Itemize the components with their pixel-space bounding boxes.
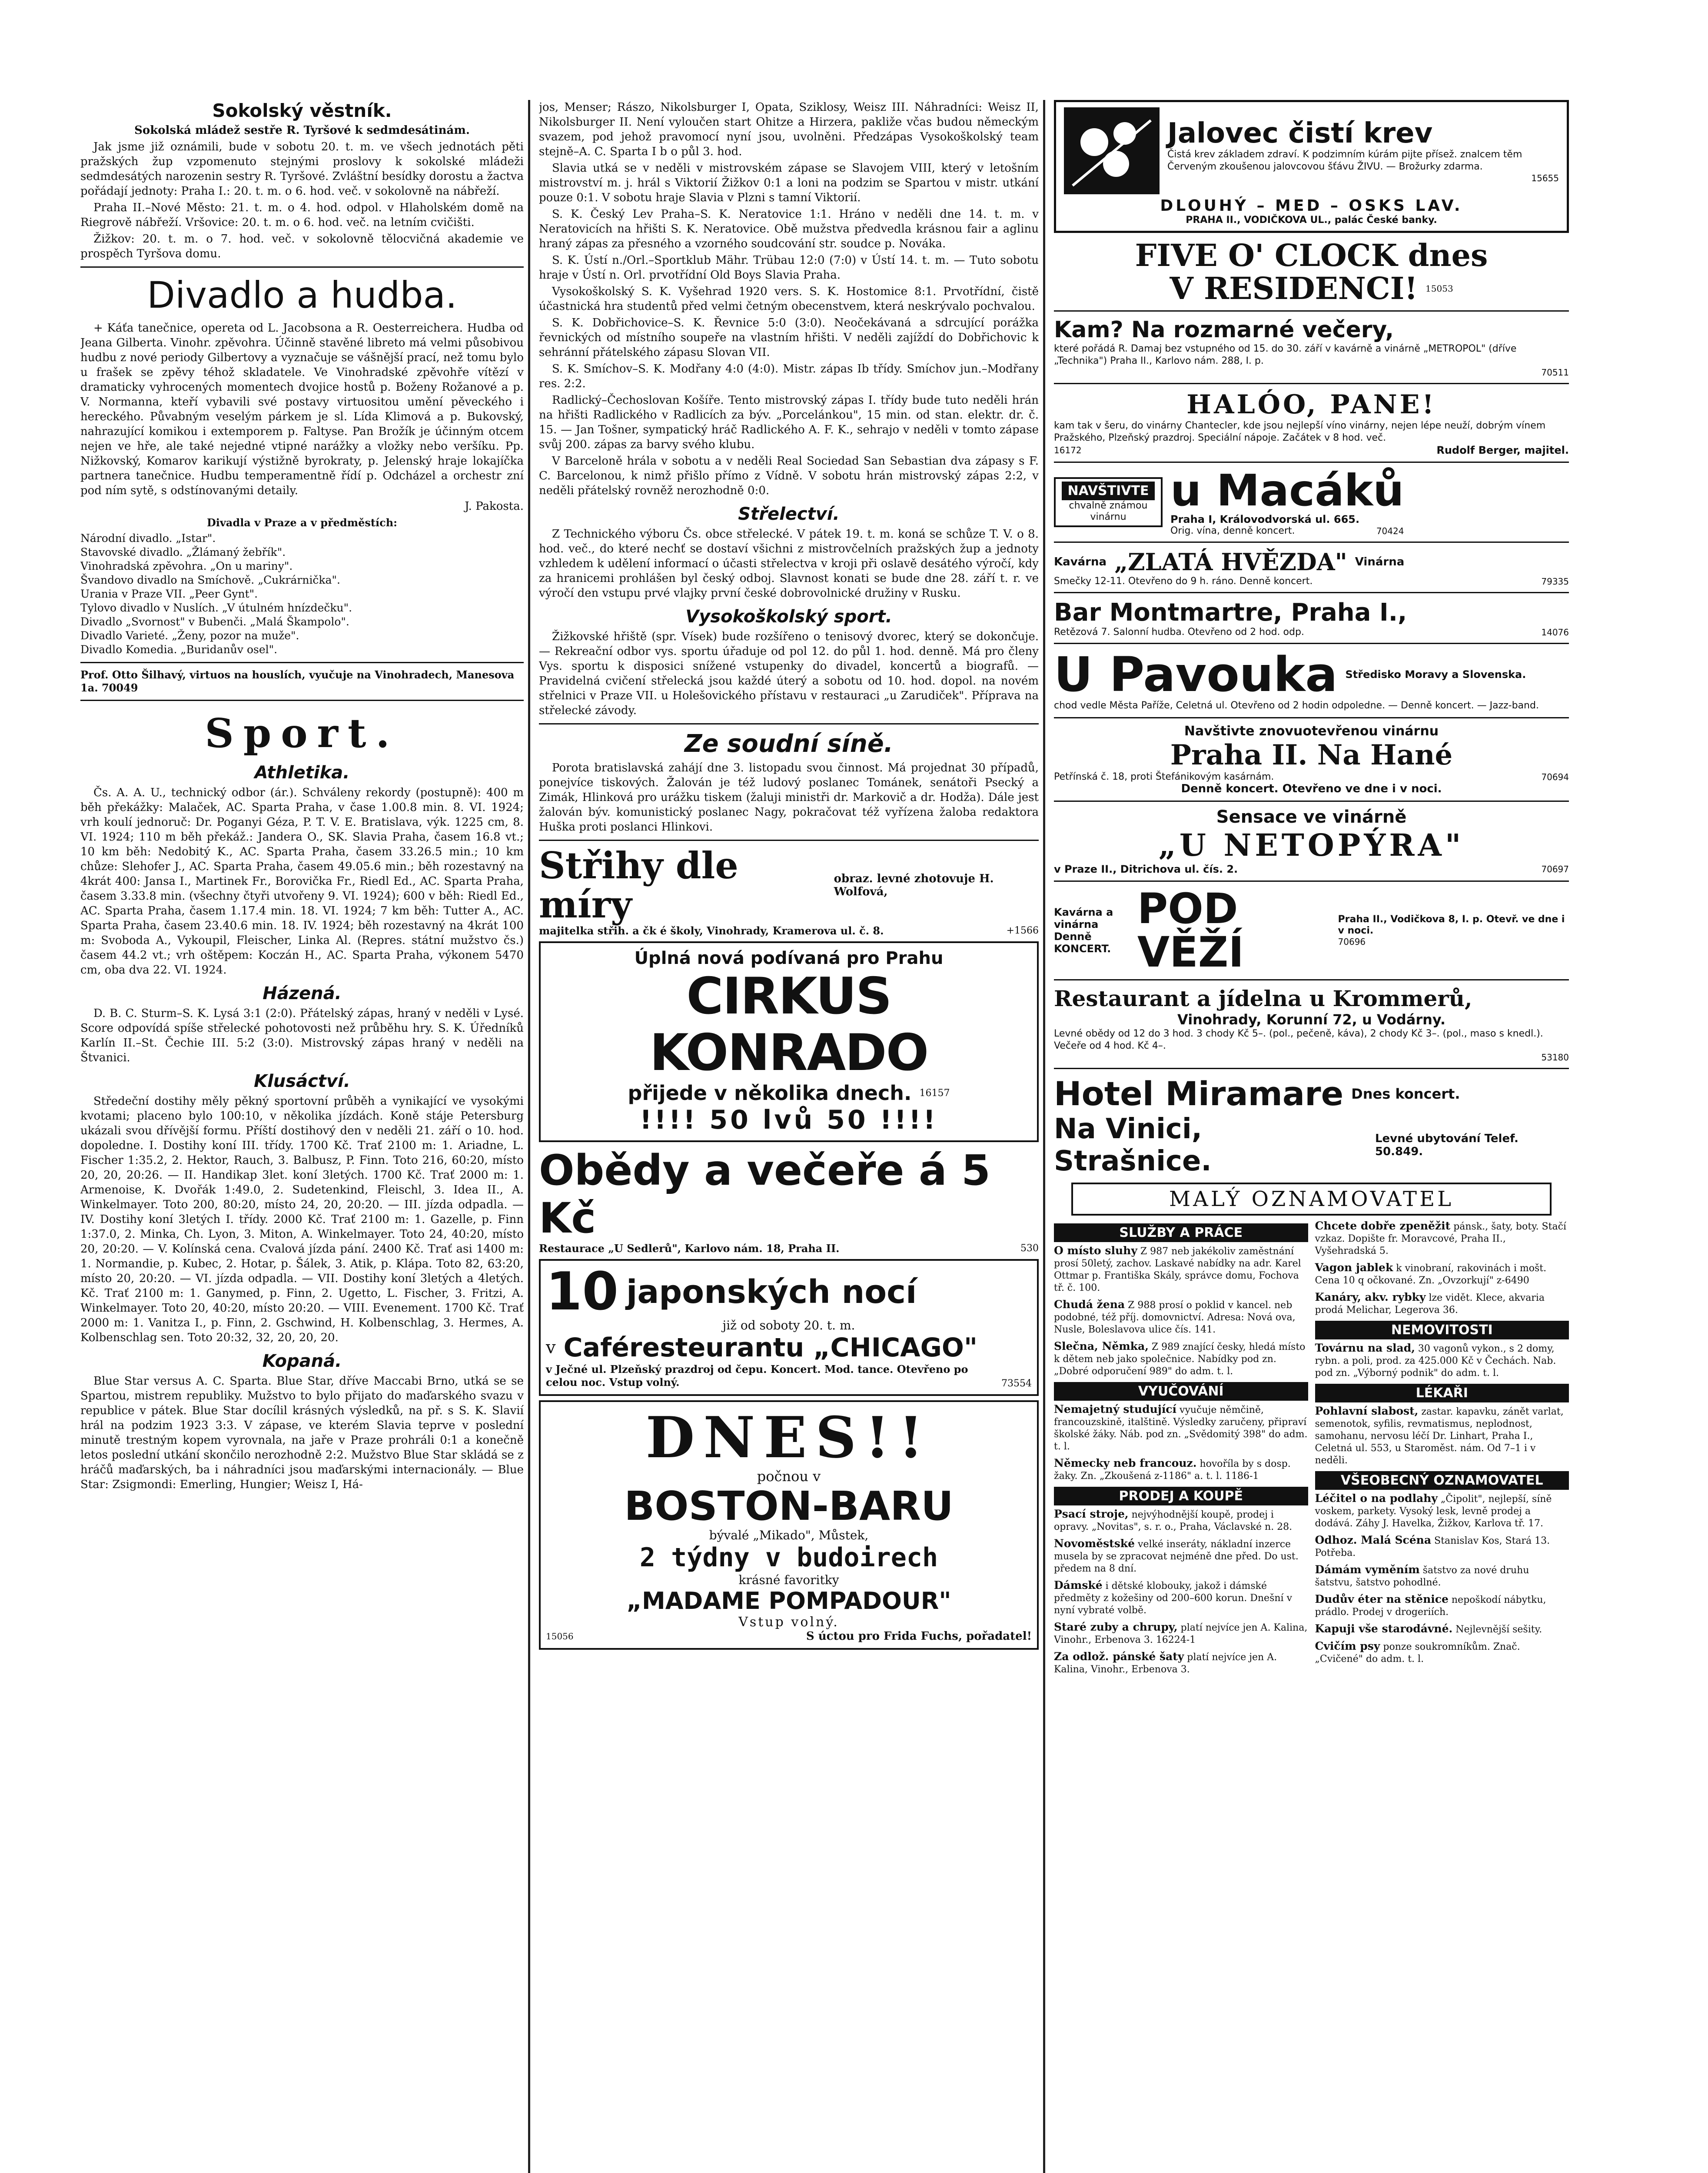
divider <box>1054 880 1569 882</box>
strihy-num: +1566 <box>1006 925 1039 936</box>
chvalne-label: chvalně známou vinárnu <box>1069 500 1148 522</box>
programme-item: Urania v Praze VII. „Peer Gynt". <box>80 588 258 600</box>
jalovec-num: 15655 <box>1531 173 1559 183</box>
zlata-num: 79335 <box>1541 576 1569 587</box>
football-paragraph: Slavia utká se v neděli v mistrovském zápase se Slavojem VIII, který v letošním mistrovství m. j. hrál s Viktorií Žižkov 0:1 a loni na podzim se Spartou v mistr. utkání pouze 0:1. V sobotu hraje Slavia v Plzni s tamní Viktorií. <box>539 162 1039 204</box>
section-heading: PRODEJ A KOUPĚ <box>1054 1487 1308 1505</box>
obedy-ad <box>539 1146 1039 1255</box>
athletika-paragraph: Čs. A. A. U., technický odbor (ár.). Schváleny rekordy (postupně): 400 m běh překážky: Malaček, AC. Sparta Praha, v čase 1.00.8 min. 8. VI. 1924; vrh koulí jednoruč: Dr. Poganyi Géza, P. T. V. E. Bratislava, výk. 1225 cm, 8. VI. 1924; 110 m běh překáž.: Jandera O., SK. Slavia Praha, časem 16.8 vt.; 10 km běh: Nedobitý K., AC. Sparta Praha, časem 33.26.5 min.; 10 km chůze: Slehofer J., AC. Sparta Praha, časem 49.05.6 min.; běh rozestavný na 4krát 400: Jansa I., Martinek Fr., Borovička Fr., Riedl Ed., AC. Sparta Praha, časem 3.33.8 min. (všechny čtyři utvořeny 9. VI. 1924); 600 v běh: Riedl Ed., AC. Sparta Praha, časem 1.17.4 min. 18. VI. 1924; 7 km běh: Tutter A., AC. Sparta Praha, časem 23.40.6 min. 18. IV. 1924; běh rozestavný na 4krát 100 m: Svoboda A., Vykoupil, Fleischer, Linka Al. (Repres. státní mužstvo čs.) časem 44.2 vt.; vrh oštěpem: Koczán H., AC. Sparta Praha, výkonem 5470 cm, oba dva 22. VI. 1924. <box>80 786 524 977</box>
divider <box>1054 542 1569 543</box>
strihy-side: obraz. levné zhotovuje H. Wolfová, <box>834 872 994 898</box>
classified-item: Staré zuby a chrupy, platí nejvíce jen A. Kalina, Vinohr., Erbenova 3. 16224-1 <box>1054 1621 1308 1645</box>
montmartre-text: Retězová 7. Salonní hudba. Otevřeno od 2 hod. odp. <box>1054 627 1304 638</box>
programme-item: Stavovské divadlo. „Žlámaný žebřík". <box>80 546 286 558</box>
jalovec-firm: DLOUHÝ – MED – OSKS LAV. <box>1160 197 1463 215</box>
macaku-addr: Praha I, Královodvorská ul. 665. <box>1170 513 1360 525</box>
haloo-owner: Rudolf Berger, majitel. <box>1436 444 1569 456</box>
juniper-icon <box>1064 107 1160 194</box>
pavouka-side: Středisko Moravy a Slovenska. <box>1345 668 1526 681</box>
cirkus-top: Úplná nová podívaná pro Prahu <box>634 948 944 968</box>
boston-madame: „MADAME POMPADOUR" <box>626 1587 951 1615</box>
sokol-heading: Sokolský věstník. <box>212 100 392 121</box>
strelectvi-heading: Střelectví. <box>738 504 840 524</box>
classifieds <box>1054 1220 1569 1680</box>
section-heading: SLUŽBY A PRÁCE <box>1054 1223 1308 1242</box>
section-heading: VYUČOVÁNÍ <box>1054 1382 1308 1401</box>
divider <box>1054 979 1569 980</box>
kopana-paragraph: Blue Star versus A. C. Sparta. Blue Star, dříve Maccabi Brno, utká se se Spartou, mistrem republiky. Mužstvo to bylo přijato do maďarského svazu v republice v pátek. Blue Star docílil krásných výsledků, na př. s S. K. Slavií hrál na podzim 1923 3:3. V zápase, ve kterém Slavia teprve v poslední minutě trestným kopem vyrovnala, na jaře v Praze prohráli 0:1 a konečně letos poslední utkání skončilo nerozhodně 2:2. Mužstvo Blue Star skládá se z hráčů maďarských, ba i náhradníci jsou maďarskými internacionály. — Blue Star: Zsigmondi: Emerling, Hungier; Weisz I, Há- <box>80 1375 524 1491</box>
classified-item: Dámské i dětské klobouky, jakož i dámské předměty z kožešiny od 200–600 korun. Dnešní v nyní vybraté volbě. <box>1054 1579 1292 1616</box>
jalovec-text: Čistá krev základem zdraví. K podzimním kúrám pijte přísež. znalcem těm Červeným zkoušenou jalovcovou šťávu ŽIVU. — Brožurky zdarma. <box>1167 149 1522 172</box>
programme-item: Divadlo Komedia. „Buridanův osel". <box>80 643 278 656</box>
programme-heading: Divadla v Praze a v předměstích: <box>206 516 397 529</box>
divider <box>1054 643 1569 644</box>
programme-item: Národní divadlo. „Istar". <box>80 532 216 545</box>
zlata-text: Smečky 12-11. Otevřeno do 9 h. ráno. Denně koncert. <box>1054 576 1313 587</box>
miramare-phone: Levné ubytování Telef. 50.849. <box>1375 1132 1519 1158</box>
column-divider-2 <box>1043 100 1045 2173</box>
football-paragraph: V Barceloně hrála v sobotu a v neděli Real Sociedad San Sebastian dva zápasy s F. C. Barcelonou, k nimž přišlo přímo z Vídně. V sobotu hrán mistrovský zápas 2:2, v neděli přátelský rovněž nerozhodně 0:0. <box>539 455 1039 497</box>
netopyra-title: „U NETOPÝRA" <box>1158 827 1465 863</box>
klusacivi-paragraph: Středeční dostihy měly pěkný sportovní průběh a vynikající ve vysokými kvotami; placeno bylo 100:10, v několika jízdách. Koně stáje Petersburg ukázali svou dřívější formu. Příští dostihový den v neděli 21. září o 10. hod. dopoledne. I. Dostihy koní III. třídy. 1700 Kč. Trať 2100 m: 1. Ariadne, L. Fischer 1:35.2, 2. Hektor, Rauch, 3. Balbusz, P. Finn. Toto 216, 60:20, místo 20, 20, 20:26. — II. Handikap 3let. koní 3letých. 1700 Kč. Trať 2000 m: 1. Armenoise, K. Dvořák 1:49.0, 2. Sudetenkind, Fleischl, 3. Idea II., A. Winkelmayer. Toto 200, 80:20, místo 24, 20, 20:20. — III. jízda odpadla. — IV. Dostihy koní 3letých I. třídy. 2000 Kč. Trať 2100 m: 1. Gazelle, p. Finn 1:37.0, 2. Minka, Ch. Lyon, 3. Miton, A. Winkelmayer. Toto 24, 40:20, místo 20, 20:20. — V. Kolínská cena. Cvalová jízda pání. 2400 Kč. Trať asi 1400 m: 1. Normandie, p. Kubec, 2. Hotar, p. Šálek, 3. Atik, p. Klápa. Toto 82, 63:20, místo 20, 20:20. — VI. jízda odpadla. — VII. Dostihy koní 3letých a 4letých. Kč. Trať 2100 m: 1. Ganymed, p. Finn, 2. Ugetto, L. Fischer, 3. Fritzi, A. Winkelmayer. Toto 20, 40:20, místo 20:20. — VIII. Evenement. 1700 Kč. Trať 2000 m: 1. Vanitza I., p. Finn, 2. Gschwind, H. Kolbenschlag, 3. Hermes, A. Kolbenschlag sen. Toto 20:32, 32, 20, 20, 20. <box>80 1095 524 1344</box>
montmartre-num: 14076 <box>1541 627 1569 638</box>
programme-item: Divadlo „Svornost" v Bubenči. „Malá Škampolo". <box>80 615 349 628</box>
zlata-pre: Kavárna <box>1054 555 1107 568</box>
classified-item: Německy neb francouz. hovoříla by s dosp. žaky. Zn. „Zkoušená z-1186" a. t. l. 1186-1 <box>1054 1457 1291 1482</box>
soudni-paragraph: Porota bratislavská zahájí dne 3. listopadu svou činnost. Má projednat 30 případů, ponejvíce tiskových. Žalován je též ludový poslanec Tománek, senátoři Psecký a Zimák, Hlinková pro urážku tiskem (žaluji ministři dr. Markovič a dr. Hodža). Dále jest žalován býv. komunistický poslanec Nagy, pokračovat též vyřízena žaloba redaktora Huška proti poslanci Hlinkovi. <box>539 761 1039 834</box>
athletika-heading: Athletika. <box>254 763 350 783</box>
boston-krasne: krásné favoritky <box>738 1573 839 1587</box>
hazena-paragraph: D. B. C. Sturm–S. K. Lysá 3:1 (2:0). Přátelský zápas, hraný v neděli v Lysé. Score odpovídá spíše střelecké pohotovosti než průběhu hry. S. K. Úředníků Karlín II.–St. Čechie III. 5:2 (3:0). Mistrovský zápas hraný v neděli na Štvanici. <box>80 1007 524 1064</box>
divider <box>1054 310 1569 312</box>
sokol-subheading: Sokolská mládež sestře R. Tyršové k sedmdesátinám. <box>134 124 470 137</box>
column-3 <box>1054 100 1569 1680</box>
boston-footer: S úctou pro Frida Fuchs, pořadatel! <box>806 1630 1032 1643</box>
pavouka-title: U Pavouka <box>1054 647 1338 702</box>
vezi-right: Praha II., Vodičkova 8, I. p. Otevř. ve dne i v noci. <box>1338 914 1565 936</box>
zlata-post: Vinárna <box>1355 555 1405 568</box>
five-num: 15053 <box>1426 283 1453 294</box>
krommer-num: 53180 <box>1541 1052 1569 1063</box>
divider <box>80 266 524 268</box>
netopyra-top: Sensace ve vinárně <box>1216 807 1407 827</box>
boston-former: bývalé „Mikado", Můstek, <box>709 1528 869 1542</box>
section-heading: LÉKAŘI <box>1315 1384 1569 1402</box>
section-heading: VŠEOBECNÝ OZNAMOVATEL <box>1315 1471 1569 1490</box>
classifieds-right <box>1315 1220 1569 1680</box>
divider <box>1054 383 1569 384</box>
divider <box>539 723 1039 724</box>
divider <box>539 840 1039 841</box>
classified-item: Chcete dobře zpeněžit pánsk., šaty, boty. Stačí vzkaz. Dopište fr. Moravcové, Praha II., Vyšehradská 5. <box>1315 1219 1566 1256</box>
boston-tydny: 2 týdny v budoirech <box>639 1542 938 1573</box>
classified-item: Novoměstské velké inseráty, nákladní inzerce musela by se zpracovat nejméně dne před. Do ust. předem na 8 dní. <box>1054 1537 1299 1574</box>
boston-title: BOSTON-BARU <box>624 1483 954 1529</box>
netopyra-addr: v Praze II., Ditrichova ul. čís. 2. <box>1054 863 1238 875</box>
japon-cafe: Caféresteurantu „CHICAGO" <box>563 1332 978 1363</box>
column-1 <box>80 100 524 1494</box>
football-paragraph: jos, Menser; Rászo, Nikolsburger I, Opata, Sziklosy, Weisz III. Náhradníci: Weisz II, Nikolsburger II. Není vyloučen start Ohitze a Hirzera, pakliže včas budou německým svazem, pod jehož pravomocí nyní jsou, uvolněni. Předzápas Vysokoškolský team stejně–A. C. Sparta I b o půl 3. hod. <box>539 101 1039 158</box>
classified-item: Továrnu na slad, 30 vagonů vykon., s 2 domy, rybn. a poli, prod. za 425.000 Kč v Čechách. Nab. pod zn. „Výborný podnik" do adm. t. l. <box>1315 1342 1556 1379</box>
jalovec-ad <box>1054 100 1569 233</box>
cirkus-title: CIRKUS KONRADO <box>649 967 928 1082</box>
football-paragraph: S. K. Český Lev Praha–S. K. Neratovice 1:1. Hráno v neděli dne 14. t. m. v Neratovicích na hřišti S. K. Neratovice. Obě mužstva předvedla krásnou fair a aglinu hraný zápas za přesného a vzorného soudcování str. soudce p. Nováka. <box>539 208 1039 250</box>
vysokoskolsky-heading: Vysokoškolský sport. <box>685 607 892 627</box>
krommer-title: Restaurant a jídelna u Krommerů, <box>1054 986 1472 1011</box>
miramare-title: Hotel Miramare <box>1054 1074 1344 1113</box>
classified-item: Pohlavní slabost, zastar. kapavku, zánět varlat, semenotok, syfilis, revmatismus, neplodnost, samohanu, nervosu léčí Dr. Linhart, Praha I., Celetná ul. 553, u Staroměst. nám. Od 7–1 i v neděli. <box>1315 1405 1564 1466</box>
column-divider-1 <box>528 100 530 2173</box>
pavouka-ad <box>1054 649 1569 712</box>
divider <box>1054 1068 1569 1069</box>
classified-item: Kanáry, akv. rybky lze vidět. Klece, akvaria prodá Melichar, Legerova 36. <box>1315 1291 1545 1316</box>
kam-text: které pořádá R. Damaj bez vstupného od 15. do 30. září v kavárně a vinárně „METROPOL" (dříve „Technika") Praha II., Karlovo nám. 288, I. p. <box>1054 343 1517 366</box>
obedy-sub: Restaurace „U Sedlerů", Karlovo nám. 18, Praha II. <box>539 1242 840 1255</box>
krommer-addr: Vinohrady, Korunní 72, u Vodárny. <box>1177 1011 1445 1028</box>
divider <box>80 700 524 701</box>
vezi-left: Kavárna a vinárna Denně KONCERT. <box>1054 906 1113 955</box>
miramare-ad <box>1054 1074 1569 1177</box>
classified-item: Odhoz. Malá Scéna Stanislav Kos, Stará 13. Potřeba. <box>1315 1534 1550 1558</box>
vysokoskolsky-paragraph: Žižkovské hřiště (spr. Vísek) bude rozšířeno o tenisový dvorec, který se dokončuje. — Rekreační odbor vys. sportu úřaduje od pol 12. do půl 1. hod. denně. Má pro členy Vys. sportu k disposici snížené vstupenky do divadel, koncertů a biografů. — Pravidelná cvičení střelecká jsou každé úterý a sobotu od 10. hod. dopol. na novém střelnici v Praze VII. u Holešovického přístavu v restauraci „u Zarudiček". Příprava na střelecké závody. <box>539 630 1039 717</box>
cirkus-num: 16157 <box>919 1087 950 1099</box>
section-heading: NEMOVITOSTI <box>1315 1321 1569 1339</box>
football-paragraph: S. K. Dobřichovice–S. K. Řevnice 5:0 (3:0). Neočekávaná a sdrcující porážka řevnických od místního soupeře na vlastním hřišti. V neděli zajíždí do Dobřichovic k sehránní přátelského zápasu Slovan VII. <box>539 316 1039 359</box>
classified-item: Nemajetný studující vyučuje němčině, francouzskině, italštině. Výsledky zaručeny, připraví školské žáky. Náb. pod zn. „Svědomitý 398" do adm. t. l. <box>1054 1403 1308 1452</box>
japon-num: 10 <box>546 1262 618 1322</box>
five-sub: V RESIDENCI! <box>1170 270 1418 306</box>
japon-addr: v Ječné ul. Plzeňský prazdroj od čepu. Koncert. Mod. tance. Otevřeno po celou noc. Vstup volný. <box>546 1363 968 1389</box>
kam-num: 70511 <box>1541 367 1569 378</box>
haloo-title: HALÓO, PANE! <box>1186 389 1436 420</box>
divadlo-review: + Káťa tanečnice, opereta od L. Jacobsona a R. Oesterreichera. Hudba od Jeana Gilberta. Vinohr. zpěvohra. Účinně stavěné libreto má velmi působivou hudbu z nové periody Gilbertovy a vyznačuje se vášnější prací, než tomu bylo u frašek se zpěvy téhož skladatele. Ve Vinohradské zpěvohře vítězí v dramaticky vyhrocených momentech dvojice hostů p. Boženy Rožanové a p. V. Normanna, kteří vybavili své postavy virtuositou umění pěveckého i hereckého. Půvabným veselým párkem je sl. Lída Klimová a p. Bukovský, nahrazující komikou i extemporem p. Faltyse. Pan Brožík je účinným otcem nejen ve hře, ale také nejedné vtipné narážky a vložky nebo veršíku. Pp. Nižkovský, Komarov karikují výstižně byrokraty, p. Jelenský hraje lokajíčka partnera tanečnice. Hudbu temperamentně řídí p. Odcházel a orchestr zní pod ním sytě, s odstínovanými detaily. <box>80 322 524 497</box>
hazena-heading: Házená. <box>263 983 342 1003</box>
hane-bottom: Denně koncert. Otevřeno ve dne i v noci. <box>1181 782 1442 795</box>
haloo-text: kam tak v šeru, do vinárny Chantecler, kde jsou nejlepší víno vinárny, nejen lépe neuží, dobrým vínem Pražského, Plzeňský prazdroj. Speciální nápoje. Začátek v 8 hod. več. <box>1054 420 1546 443</box>
prof-ad: Prof. Otto Šilhavý, virtuos na houslích, vyučuje na Vinohradech, Manesova 1a. 70049 <box>80 668 515 694</box>
montmartre-title: Bar Montmartre, Praha I., <box>1054 598 1407 627</box>
divadlo-signature: J. Pakosta. <box>465 500 524 513</box>
hane-top: Navštivte znovuotevřenou vinárnu <box>1184 724 1439 739</box>
divider <box>1054 462 1569 463</box>
divider <box>1054 592 1569 593</box>
japon-title: japonských nocí <box>626 1273 917 1311</box>
pavouka-text: chod vedle Města Paříže, Celetná ul. Otevřeno od 2 hodin odpoledne. — Denně koncert. — Jazz-band. <box>1054 700 1539 711</box>
hane-ad <box>1054 724 1569 795</box>
classified-item: Cvičím psy ponze soukromníkům. Znač. „Cvičené" do adm. t. l. <box>1315 1640 1520 1665</box>
pod-vezi-ad <box>1054 884 1569 977</box>
sokol-paragraph: Žižkov: 20. t. m. o 7. hod. več. v sokolovně tělocvičná akademie ve prospěch Tyršova domu. <box>80 233 524 260</box>
obedy-title: Obědy a večeře á 5 Kč <box>539 1146 990 1243</box>
five-title: FIVE O' CLOCK dnes <box>1135 237 1488 273</box>
classified-item: O místo sluhy Z 987 neb jakékoliv zaměstnání prosí 50letý, zachov. Laskavé nabídky na adr. Karel Ottmar p. Františka Skály, správce domu, Fochova tř. č. 100. <box>1054 1244 1301 1293</box>
japon-v: v <box>546 1338 556 1358</box>
macaku-num: 70424 <box>1376 525 1404 536</box>
japon-phone: 73554 <box>1001 1378 1032 1389</box>
krommer-text: Levné obědy od 12 do 3 hod. 3 chody Kč 5–. (pol., pečeně, káva), 2 chody Kč 3–. (pol., maso s knedl.). Večeře od 4 hod. Kč 4–. <box>1054 1028 1543 1051</box>
classified-item: Vagon jablek k vinobraní, rakovinách i mošt. Cena 10 q očkované. Zn. „Ovzorkují" z-6490 <box>1315 1261 1547 1286</box>
classifieds-left <box>1054 1220 1308 1680</box>
klusacivi-heading: Klusáctví. <box>254 1071 350 1091</box>
classified-item: Chudá žena Z 988 prosí o poklid v kancel. neb podobné, též příj. domovnictví. Adresa: Nová ova, Nusle, Boleslavova ulice čís. 141. <box>1054 1298 1296 1335</box>
montmartre-ad <box>1054 598 1569 638</box>
obedy-num: 530 <box>1020 1243 1039 1254</box>
classified-item: Dámám vyměním šatstvo za nové druhu šatstvu, šatstvo pohodlné. <box>1315 1563 1529 1588</box>
jalovec-addr: PRAHA II., VODIČKOVA UL., palác České banky. <box>1186 215 1437 226</box>
miramare-sub: Na Vinici, Strašnice. <box>1054 1113 1212 1177</box>
haloo-ad <box>1054 389 1569 456</box>
netopyra-num: 70697 <box>1541 864 1569 874</box>
vezi-num: 70696 <box>1338 937 1366 947</box>
programme-item: Vinohradská zpěvohra. „On u mariny". <box>80 560 293 572</box>
navstivte-label: NAVŠTIVTE <box>1062 482 1155 500</box>
divider <box>80 662 524 663</box>
programme-list <box>80 532 524 657</box>
strelectvi-paragraph: Z Technického výboru Čs. obce střelecké. V pátek 19. t. m. koná se schůze T. V. o 8. hod. več., do které nechť se dostaví všichni z mistrovčelních pražských žup a jednoty vzhledem k udělení informací o účasti střelectva v kroji při oslavě desátého výročí, kdy za hranicemi prohlášen byl český odboj. Slavnost konati se bude dne 28. září t. r. ve výročí den vstupu prvé vlajky první české dobrovolnické družiny v Rusku. <box>539 528 1039 600</box>
zlata-title: „ZLATÁ HVĚZDA" <box>1114 548 1347 576</box>
sokol-paragraph: Jak jsme již oznámili, bude v sobotu 20. t. m. ve všech jednotách pěti pražských žup vzpomenuto stejnými proslovy k sokolské mládeži sedmdesátých narozenin sestry R. Tyršové. Zvláštní besídky dorostu a žactva pořádají jednoty: Praha I.: 20. t. m. o 6. hod. več. v sokolovně na nábřeží. <box>80 140 524 198</box>
programme-item: Tylovo divadlo v Nuslích. „V útulném hnízdečku". <box>80 601 352 614</box>
japon-ad <box>539 1259 1039 1396</box>
maly-oznamovatel-title: MALÝ OZNAMOVATEL <box>1071 1183 1552 1216</box>
netopyra-ad <box>1054 807 1569 875</box>
divadlo-heading: Divadlo a hudba. <box>147 274 457 316</box>
boston-ad <box>539 1400 1039 1650</box>
column-2 <box>539 100 1039 1654</box>
football-paragraph: Vysokoškolský S. K. Vyšehrad 1920 vers. S. K. Hostomice 8:1. Prvotřídní, čistě účastnická hra studentů před velmi četným obecenstvem, která neskrývalo pochvalou. <box>539 285 1039 313</box>
haloo-num: 16172 <box>1054 445 1082 455</box>
classified-item: Psací stroje, nejvýhodnější koupě, prodej i opravy. „Novitas", s. r. o., Praha, Václavské n. 28. <box>1054 1508 1293 1532</box>
classified-item: Dudův éter na stěnice nepoškodí nábytku, prádlo. Prodej v drogeriích. <box>1315 1593 1546 1618</box>
strihy-sub: majitelka střih. a čk é školy, Vinohrady, Kramerova ul. č. 8. <box>539 924 884 937</box>
japon-date: již od soboty 20. t. m. <box>722 1318 855 1332</box>
krommer-ad <box>1054 986 1569 1063</box>
hane-title: Praha II. Na Hané <box>1170 739 1453 771</box>
macaku-title: u Macáků <box>1170 465 1404 516</box>
sokol-paragraph: Praha II.–Nové Město: 21. t. m. o 4. hod. odpol. v Hlaholském domě na Riegrově nábřeží. Vršovice: 20. t. m. o 6. hod. več. na letním cvičišti. <box>80 201 524 229</box>
divider <box>1054 801 1569 802</box>
strihy-ad <box>539 846 1039 937</box>
sport-heading: Sport. <box>205 710 399 757</box>
classified-item: Za odlož. pánské šaty platí nejvíce jen A. Kalina, Vinohr., Erbenova 3. <box>1054 1650 1277 1675</box>
dnes-sub: počnou v <box>757 1468 821 1485</box>
cirkus-bottom: !!!! 50 lvů 50 !!!! <box>640 1105 938 1135</box>
hane-num: 70694 <box>1541 771 1569 782</box>
classified-item: Kapuji vše starodávné. Nejlevnější sešity. <box>1315 1622 1542 1635</box>
kopana-heading: Kopaná. <box>262 1351 342 1371</box>
programme-item: Divadlo Varieté. „Ženy, pozor na muže". <box>80 629 299 642</box>
macaku-ad <box>1054 465 1569 536</box>
zlata-hvezda-ad <box>1054 548 1569 587</box>
hane-addr: Petřínská č. 18, proti Štefánikovým kasárnám. <box>1054 771 1274 782</box>
football-paragraph: S. K. Smíchov–S. K. Modřany 4:0 (4:0). Mistr. zápas Ib třídy. Smíchov jun.–Modřany res. 2:2. <box>539 362 1039 390</box>
kam-ad <box>1054 317 1569 378</box>
kam-title: Kam? Na rozmarné večery, <box>1054 317 1394 343</box>
programme-item: Švandovo divadlo na Smíchově. „Cukrárnička". <box>80 574 340 586</box>
jalovec-title: Jalovec čistí krev <box>1167 117 1433 150</box>
macaku-sub: Orig. vína, denně koncert. <box>1170 525 1295 536</box>
divider <box>1054 717 1569 718</box>
cirkus-mid: přijede v několika dnech. <box>628 1081 912 1105</box>
dnes-title: DNES!! <box>645 1404 932 1471</box>
vezi-title: POD VĚŽÍ <box>1137 884 1244 977</box>
strihy-title: Střihy dle míry <box>539 844 738 926</box>
classified-item: Slečna, Němka, Z 989 znající česky, hledá místo k dětem neb jako společnice. Nabídky pod zn. „Dobré odporučení 989" do adm. t. l. <box>1054 1340 1306 1377</box>
soudni-heading: Ze soudní síně. <box>684 730 894 758</box>
cirkus-ad <box>539 941 1039 1142</box>
boston-num: 15056 <box>546 1631 574 1641</box>
boston-vstup: Vstup volný. <box>738 1615 839 1630</box>
classified-item: Léčitel o na podlahy „Čipolit", nejlepší, síně voskem, parkety. Vysoký lesk, levně prodej a dodává. Záhy J. Havelka, Žižkov, Karlova tř. 17. <box>1315 1492 1552 1529</box>
five-oclock-ad <box>1054 239 1569 305</box>
miramare-dnes: Dnes koncert. <box>1351 1085 1460 1102</box>
football-paragraph: Radlický–Čechoslovan Košíře. Tento mistrovský zápas I. třídy bude tuto neděli hrán na hřišti Radlického v Radlicích za býv. „Porcelánkou", 15 min. od stan. elektr. dr. č. 15. — Jan Tošner, sympatický hráč Radlického A. F. K., sehrajo v neděli v tomto zápase svůj 200. zápas za barvy svého klubu. <box>539 394 1039 451</box>
football-paragraph: S. K. Ústí n./Orl.–Sportklub Mähr. Trübau 12:0 (7:0) v Ústí 14. t. m. — Tuto sobotu hraje v Ústí n. Orl. prvotřídní Old Boys Slavia Praha. <box>539 254 1039 282</box>
